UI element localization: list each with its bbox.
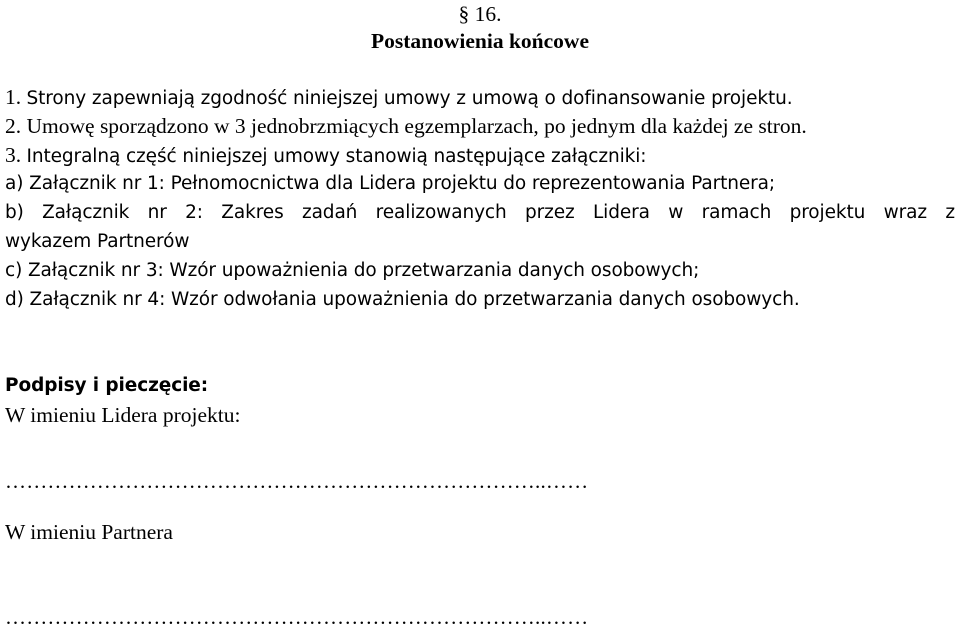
clause-text: Integralną część niniejszej umowy stanowią następujące załączniki:	[26, 146, 647, 167]
lider-signature-line: …………………………………………………………………..……	[5, 469, 589, 493]
word: wraz	[883, 202, 927, 223]
word: Zakres	[221, 202, 284, 223]
clause-number: 3.	[5, 143, 22, 167]
attachment-b	[5, 199, 955, 227]
section-title: Postanowienia końcowe	[371, 29, 589, 53]
partner-signature-line: …………………………………………………………………..……	[5, 605, 589, 629]
section-number: § 16.	[458, 2, 502, 26]
attachment-a: a) Załącznik nr 1: Pełnomocnictwa dla Lidera projektu do reprezentowania Partnera;	[5, 173, 776, 194]
word: Załącznik	[42, 202, 130, 223]
word: ramach	[701, 202, 772, 223]
clause-text: Umowę sporządzono w 3 jednobrzmiących egzemplarzach, po jednym dla każdej ze stron.	[26, 114, 807, 138]
clause-number: 1.	[5, 85, 22, 109]
clause-1	[5, 83, 793, 113]
signatures-heading: Podpisy i pieczęcie:	[5, 375, 209, 396]
word: zadań	[301, 202, 358, 223]
clause-number: 2.	[5, 114, 22, 138]
attachment-d: d) Załącznik nr 4: Wzór odwołania upoważnienia do przetwarzania danych osobowych.	[5, 289, 800, 310]
clause-text: Strony zapewniają zgodność niniejszej umowy z umową o dofinansowanie projektu.	[26, 88, 793, 109]
clause-3	[5, 141, 646, 171]
word: przez	[524, 202, 575, 223]
word: projektu	[789, 202, 866, 223]
word: w	[668, 202, 684, 223]
word: z	[945, 202, 955, 223]
word: Lidera	[592, 202, 650, 223]
word: b)	[5, 202, 24, 223]
attachment-b-continuation: wykazem Partnerów	[5, 231, 190, 252]
word: nr	[147, 202, 167, 223]
lider-signature-label: W imieniu Lidera projektu:	[5, 403, 241, 427]
word: realizowanych	[375, 202, 507, 223]
word: 2:	[185, 202, 203, 223]
clause-2	[5, 112, 807, 140]
attachment-c: c) Załącznik nr 3: Wzór upoważnienia do przetwarzania danych osobowych;	[5, 260, 700, 281]
partner-signature-label: W imieniu Partnera	[5, 520, 173, 544]
